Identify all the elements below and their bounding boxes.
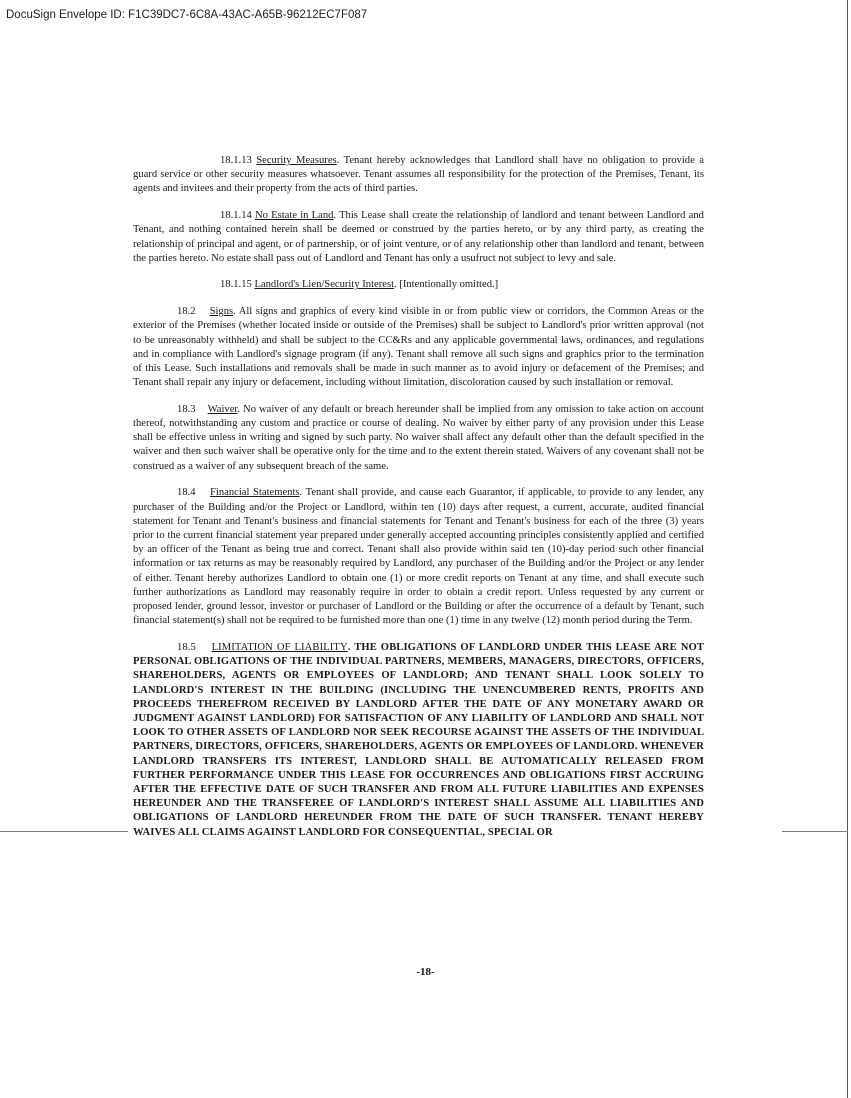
section-heading: Landlord's Lien/Security Interest <box>254 279 395 291</box>
lease-page-body <box>133 154 704 852</box>
section-heading: Financial Statements <box>210 487 300 499</box>
section-body: . No waiver of any default or breach hereunder shall be implied from any omission to take action on account thereof, notwithstanding any custom and practice or course of dealing. No waiver by either party of any provision under this Lease shall be effective unless in writing and signed by such party. No waiver shall affect any default other than the default specified in the waiver and then such waiver shall be operative only for the time and to the extent therein stated. Waivers of any covenant shall not be construed as a waiver of any subsequent breach of the same. <box>133 403 705 472</box>
section-body: . Tenant hereby acknowledges that Landlord shall have no obligation to provide a guard service or other security measures whatsoever. Tenant assumes all responsibility for the protection of the Premises, Tenant, its agents and invitees and their property from the acts of third parties. <box>133 155 704 195</box>
section-number: 18.2 <box>177 306 196 318</box>
section-heading: No Estate in Land <box>254 210 334 222</box>
section-18-2 <box>133 305 704 390</box>
section-18-1-14 <box>133 209 704 266</box>
section-18-4 <box>133 486 704 628</box>
section-body: . This Lease shall create the relationship of landlord and tenant between Landlord and Tenant, and nothing contained herein shall be deemed or construed by the parties hereto, or by any third party, as creating the relationship of principal and agent, or of partnership, or of joint venture, or of any relationship other than landlord and tenant, between the parties hereto. No estate shall pass out of Landlord and Tenant has only a usufruct not subject to levy and sale. <box>133 210 704 264</box>
section-body: . [Intentionally omitted.] <box>394 279 499 291</box>
section-number: 18.1.15 <box>220 279 252 291</box>
section-18-1-15 <box>133 278 704 292</box>
section-body: . Tenant shall provide, and cause each Guarantor, if applicable, to provide to any lender, any purchaser of the Building and/or the Project or Landlord, within ten (10) days after request, a current, accurate, audited financial statement for Tenant and Tenant's business and financial statements for Tenant and Tenant's business for each of the three (3) years prior to the current financial statement year prepared under generally accepted accounting principles consistently applied and certified by an officer of the Tenant as being true and correct. Tenant shall also provide within said ten (10)-day period such other financial information or tax returns as may be reasonably required by Landlord, any purchaser of the Building and/or the Project or any lender of either. Tenant hereby authorizes Landlord to obtain one (1) or more credit reports on Tenant at any time, and shall execute such further authorizations as Landlord may reasonably require in order to obtain a credit report. Unless requested by any current or proposed lender, ground lessor, investor or purchaser of Landlord or the Building or after the occurrence of a default by Tenant, such financial statement(s) shall not be required to be furnished more than one (1) time in any twelve (12) month period during the Term. <box>133 487 705 627</box>
section-18-5 <box>133 641 704 840</box>
envelope-id: DocuSign Envelope ID: F1C39DC7-6C8A-43AC-A65B-96212EC7F087 <box>6 9 368 21</box>
section-number: 18.1.14 <box>220 210 252 222</box>
section-heading: Waiver <box>207 403 238 415</box>
section-body: . All signs and graphics of every kind visible in or from public view or corridors, the Common Areas or the exterior of the Premises (whether located inside or outside of the Premises) shall be subject to Landlord's prior written approval (not to be unreasonably withheld) and shall be subject to the CC&Rs and any applicable governmental laws, ordinances, and regulations and in compliance with Landlord's signage program (if any). Tenant shall remove all such signs and graphics prior to the termination of this Lease. Such installations and removals shall be made in such manner as to avoid injury or defacement of the Premises; and Tenant shall repair any injury or defacement, including without limitation, discoloration caused by such installation or removal. <box>133 306 704 389</box>
section-heading: Security Measures <box>256 155 337 166</box>
section-number: 18.5 <box>177 641 196 653</box>
section-body: . THE OBLIGATIONS OF LANDLORD UNDER THIS LEASE ARE NOT PERSONAL OBLIGATIONS OF THE INDIVIDUAL PARTNERS, MEMBERS, MANAGERS, DIRECTORS, OFFICERS, SHAREHOLDERS, AGENTS OR EMPLOYEES OF LANDLORD; AND TENANT SHALL LOOK SOLELY TO LANDLORD'S INTEREST IN THE BUILDING (INCLUDING THE UNENCUMBERED RENTS, PROFITS AND PROCEEDS THEREFROM RECEIVED BY LANDLORD AFTER THE DATE OF ANY MONETARY AWARD OR JUDGMENT AGAINST LANDLORD) FOR SATISFACTION OF ANY LIABILITY OF LANDLORD AND SHALL NOT LOOK TO OTHER ASSETS OF LANDLORD NOR SEEK RECOURSE AGAINST THE ASSETS OF THE INDIVIDUAL PARTNERS, DIRECTORS, OFFICERS, SHAREHOLDERS, AGENTS OR EMPLOYEES OF LANDLORD. WHENEVER LANDLORD TRANSFERS ITS INTEREST, LANDLORD SHALL BE AUTOMATICALLY RELEASED FROM FURTHER PERFORMANCE UNDER THIS LEASE FOR OCCURRENCES AND OBLIGATIONS FIRST ACCRUING AFTER THE EFFECTIVE DATE OF SUCH TRANSFER AND FROM ALL FUTURE LIABILITIES AND EXPENSES HEREUNDER AND THE TRANSFEREE OF LANDLORD'S INTEREST SHALL ASSUME ALL LIABILITIES AND OBLIGATIONS OF LANDLORD HEREUNDER FROM THE DATE OF SUCH TRANSFER. TENANT HEREBY WAIVES ALL CLAIMS AGAINST LANDLORD FOR CONSEQUENTIAL, SPECIAL OR <box>133 641 704 838</box>
section-18-1-13 <box>133 154 704 197</box>
section-number: 18.4 <box>177 487 196 499</box>
page-number: -18- <box>416 966 435 978</box>
page-edge-line <box>847 0 848 1098</box>
right-dash-line <box>782 831 848 832</box>
section-18-3 <box>133 403 704 474</box>
section-number: 18.1.13 <box>220 155 252 166</box>
section-number: 18.3 <box>177 403 196 415</box>
section-heading: Signs <box>209 306 234 318</box>
section-heading: LIMITATION OF LIABILITY <box>211 641 348 653</box>
left-dash-line <box>0 831 128 832</box>
